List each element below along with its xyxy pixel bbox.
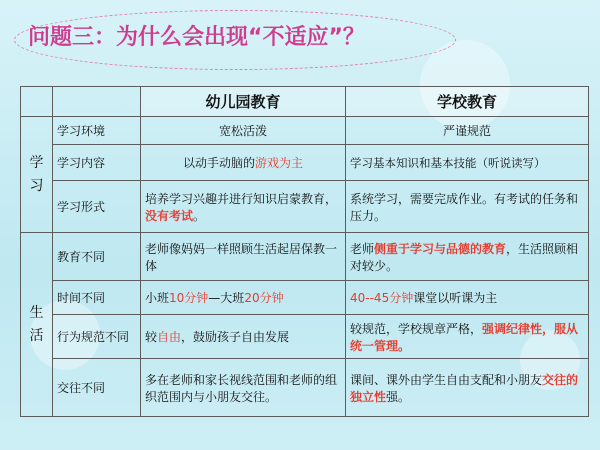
table-row [21, 117, 589, 145]
section-life: 生活 [21, 233, 53, 417]
school-cell: 课间、课外由学生自由支配和小朋友交往的独立性强。 [346, 359, 589, 417]
kg-cell: 小班10分钟—大班20分钟 [141, 281, 346, 315]
kg-cell: 多在老师和家长视线范围和老师的组织范围内与小朋友交往。 [141, 359, 346, 417]
header-blank [21, 87, 53, 117]
school-cell: 系统学习，需要完成作业。有考试的任务和压力。 [346, 181, 589, 233]
table-row [21, 281, 589, 315]
kg-cell: 培养学习兴趣并进行知识启蒙教育，没有考试。 [141, 181, 346, 233]
school-cell: 较规范，学校规章严格，强调纪律性，服从统一管理。 [346, 315, 589, 359]
row-label: 时间不同 [53, 281, 141, 315]
table-row [21, 233, 589, 281]
row-label: 交往不同 [53, 359, 141, 417]
header-kindergarten: 幼儿园教育 [141, 87, 346, 117]
row-label: 学习环境 [53, 117, 141, 145]
page-title: 问题三：为什么会出现“不适应”？ [28, 25, 365, 50]
row-label: 行为规范不同 [53, 315, 141, 359]
kg-cell: 以动手动脑的游戏为主 [141, 145, 346, 181]
table-row [21, 359, 589, 417]
header-row [21, 87, 589, 117]
header-blank [53, 87, 141, 117]
school-cell: 40--45分钟课堂以听课为主 [346, 281, 589, 315]
comparison-table-wrap [20, 86, 588, 417]
school-cell: 学习基本知识和基本技能（听说读写） [346, 145, 589, 181]
row-label: 学习形式 [53, 181, 141, 233]
kg-cell: 较自由，鼓励孩子自由发展 [141, 315, 346, 359]
table-row [21, 145, 589, 181]
table-row [21, 181, 589, 233]
kg-cell: 老师像妈妈一样照顾生活起居保教一体 [141, 233, 346, 281]
row-label: 教育不同 [53, 233, 141, 281]
school-cell: 严谨规范 [346, 117, 589, 145]
kg-cell: 宽松活泼 [141, 117, 346, 145]
table-row [21, 315, 589, 359]
comparison-table [20, 86, 589, 417]
school-cell: 老师侧重于学习与品德的教育，生活照顾相对较少。 [346, 233, 589, 281]
row-label: 学习内容 [53, 145, 141, 181]
section-study: 学习 [21, 117, 53, 233]
header-school: 学校教育 [346, 87, 589, 117]
